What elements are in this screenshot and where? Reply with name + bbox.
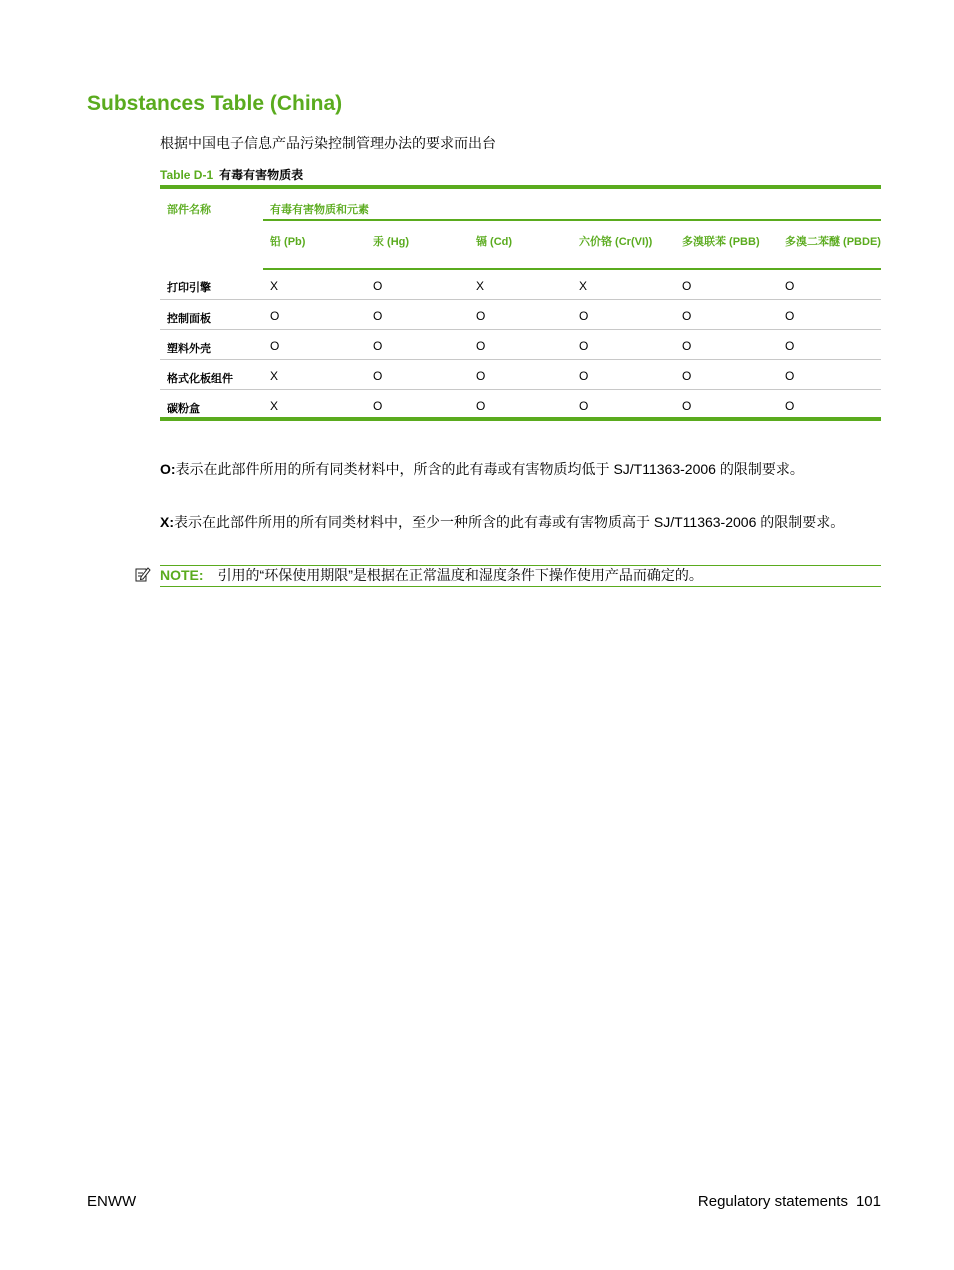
part-name-cell: 碳粉盒 [167,402,200,415]
note-pencil-icon [135,566,151,582]
table-cell: X [263,269,366,299]
column-header-cd: 镉 (Cd) [469,220,572,269]
table-caption-number: Table D-1 [160,168,214,182]
legend-x-label: X: [160,514,174,530]
table-row [160,389,881,419]
table-cell: O [572,329,675,359]
footer-right [698,1193,881,1210]
column-header-cr6: 六价铬 (Cr(VI)) [572,220,675,269]
table-cell: O [675,299,778,329]
table-cell: O [469,359,572,389]
table-cell: X [572,269,675,299]
table-cell: O [572,299,675,329]
table-cell: O [778,329,881,359]
table-row [160,299,881,329]
column-header-pbde: 多溴二苯醚 (PBDE) [778,220,881,269]
page-number: 101 [855,1193,881,1210]
table-cell: O [469,299,572,329]
substances-table [160,185,881,421]
table-cell: X [270,398,279,413]
table-cell: O [778,359,881,389]
table-cell: O [579,398,589,413]
table-caption [160,166,303,183]
table-cell: O [778,269,881,299]
note-box [160,565,881,587]
legend-o-text: 表示在此部件所用的所有同类材料中，所含的此有毒或有害物质均低于 SJ/T11363-2006 的限制要求。 [175,461,804,477]
table-cell: O [675,359,778,389]
table-cell: O [366,329,469,359]
table-row [160,359,881,389]
table-cell: O [572,359,675,389]
table-cell: O [366,359,469,389]
table-cell: O [476,398,486,413]
table-cell: X [469,269,572,299]
substances-group-header: 有毒有害物质和元素 [263,187,881,220]
column-header-pb: 铅 (Pb) [263,220,366,269]
table-cell: O [263,329,366,359]
part-name-header: 部件名称 [167,204,211,216]
column-header-pbb: 多溴联苯 (PBB) [675,220,778,269]
note-label: NOTE: [160,567,204,583]
table-cell: O [785,398,795,413]
table-cell: X [263,359,366,389]
table-cell: O [469,329,572,359]
part-name-cell: 格式化板组件 [160,359,263,389]
footer-left: ENWW [87,1193,137,1210]
page-title: Substances Table (China) [87,92,343,115]
column-header-hg: 汞 (Hg) [366,220,469,269]
legend-x-text: 表示在此部件所用的所有同类材料中，至少一种所含的此有毒或有害物质高于 SJ/T11363-2006 的限制要求。 [174,514,845,530]
part-name-cell: 塑料外壳 [160,329,263,359]
table-cell: O [263,299,366,329]
table-cell: O [366,269,469,299]
footer-section: Regulatory statements [697,1193,848,1210]
table-cell: O [366,299,469,329]
part-name-cell: 控制面板 [160,299,263,329]
table-row [160,329,881,359]
table-row [160,269,881,299]
legend-x [160,512,882,532]
legend-o [160,459,882,479]
table-cell: O [373,398,383,413]
legend-o-label: O: [160,461,176,477]
table-cell: O [675,329,778,359]
part-name-cell: 打印引擎 [160,269,263,299]
intro-text: 根据中国电子信息产品污染控制管理办法的要求而出台 [160,135,496,151]
note-text: 引用的“环保使用期限”是根据在正常温度和湿度条件下操作使用产品而确定的。 [217,567,703,583]
table-cell: O [778,299,881,329]
table-caption-title: 有毒有害物质表 [219,168,304,182]
table-cell: O [675,269,778,299]
table-cell: O [682,398,692,413]
